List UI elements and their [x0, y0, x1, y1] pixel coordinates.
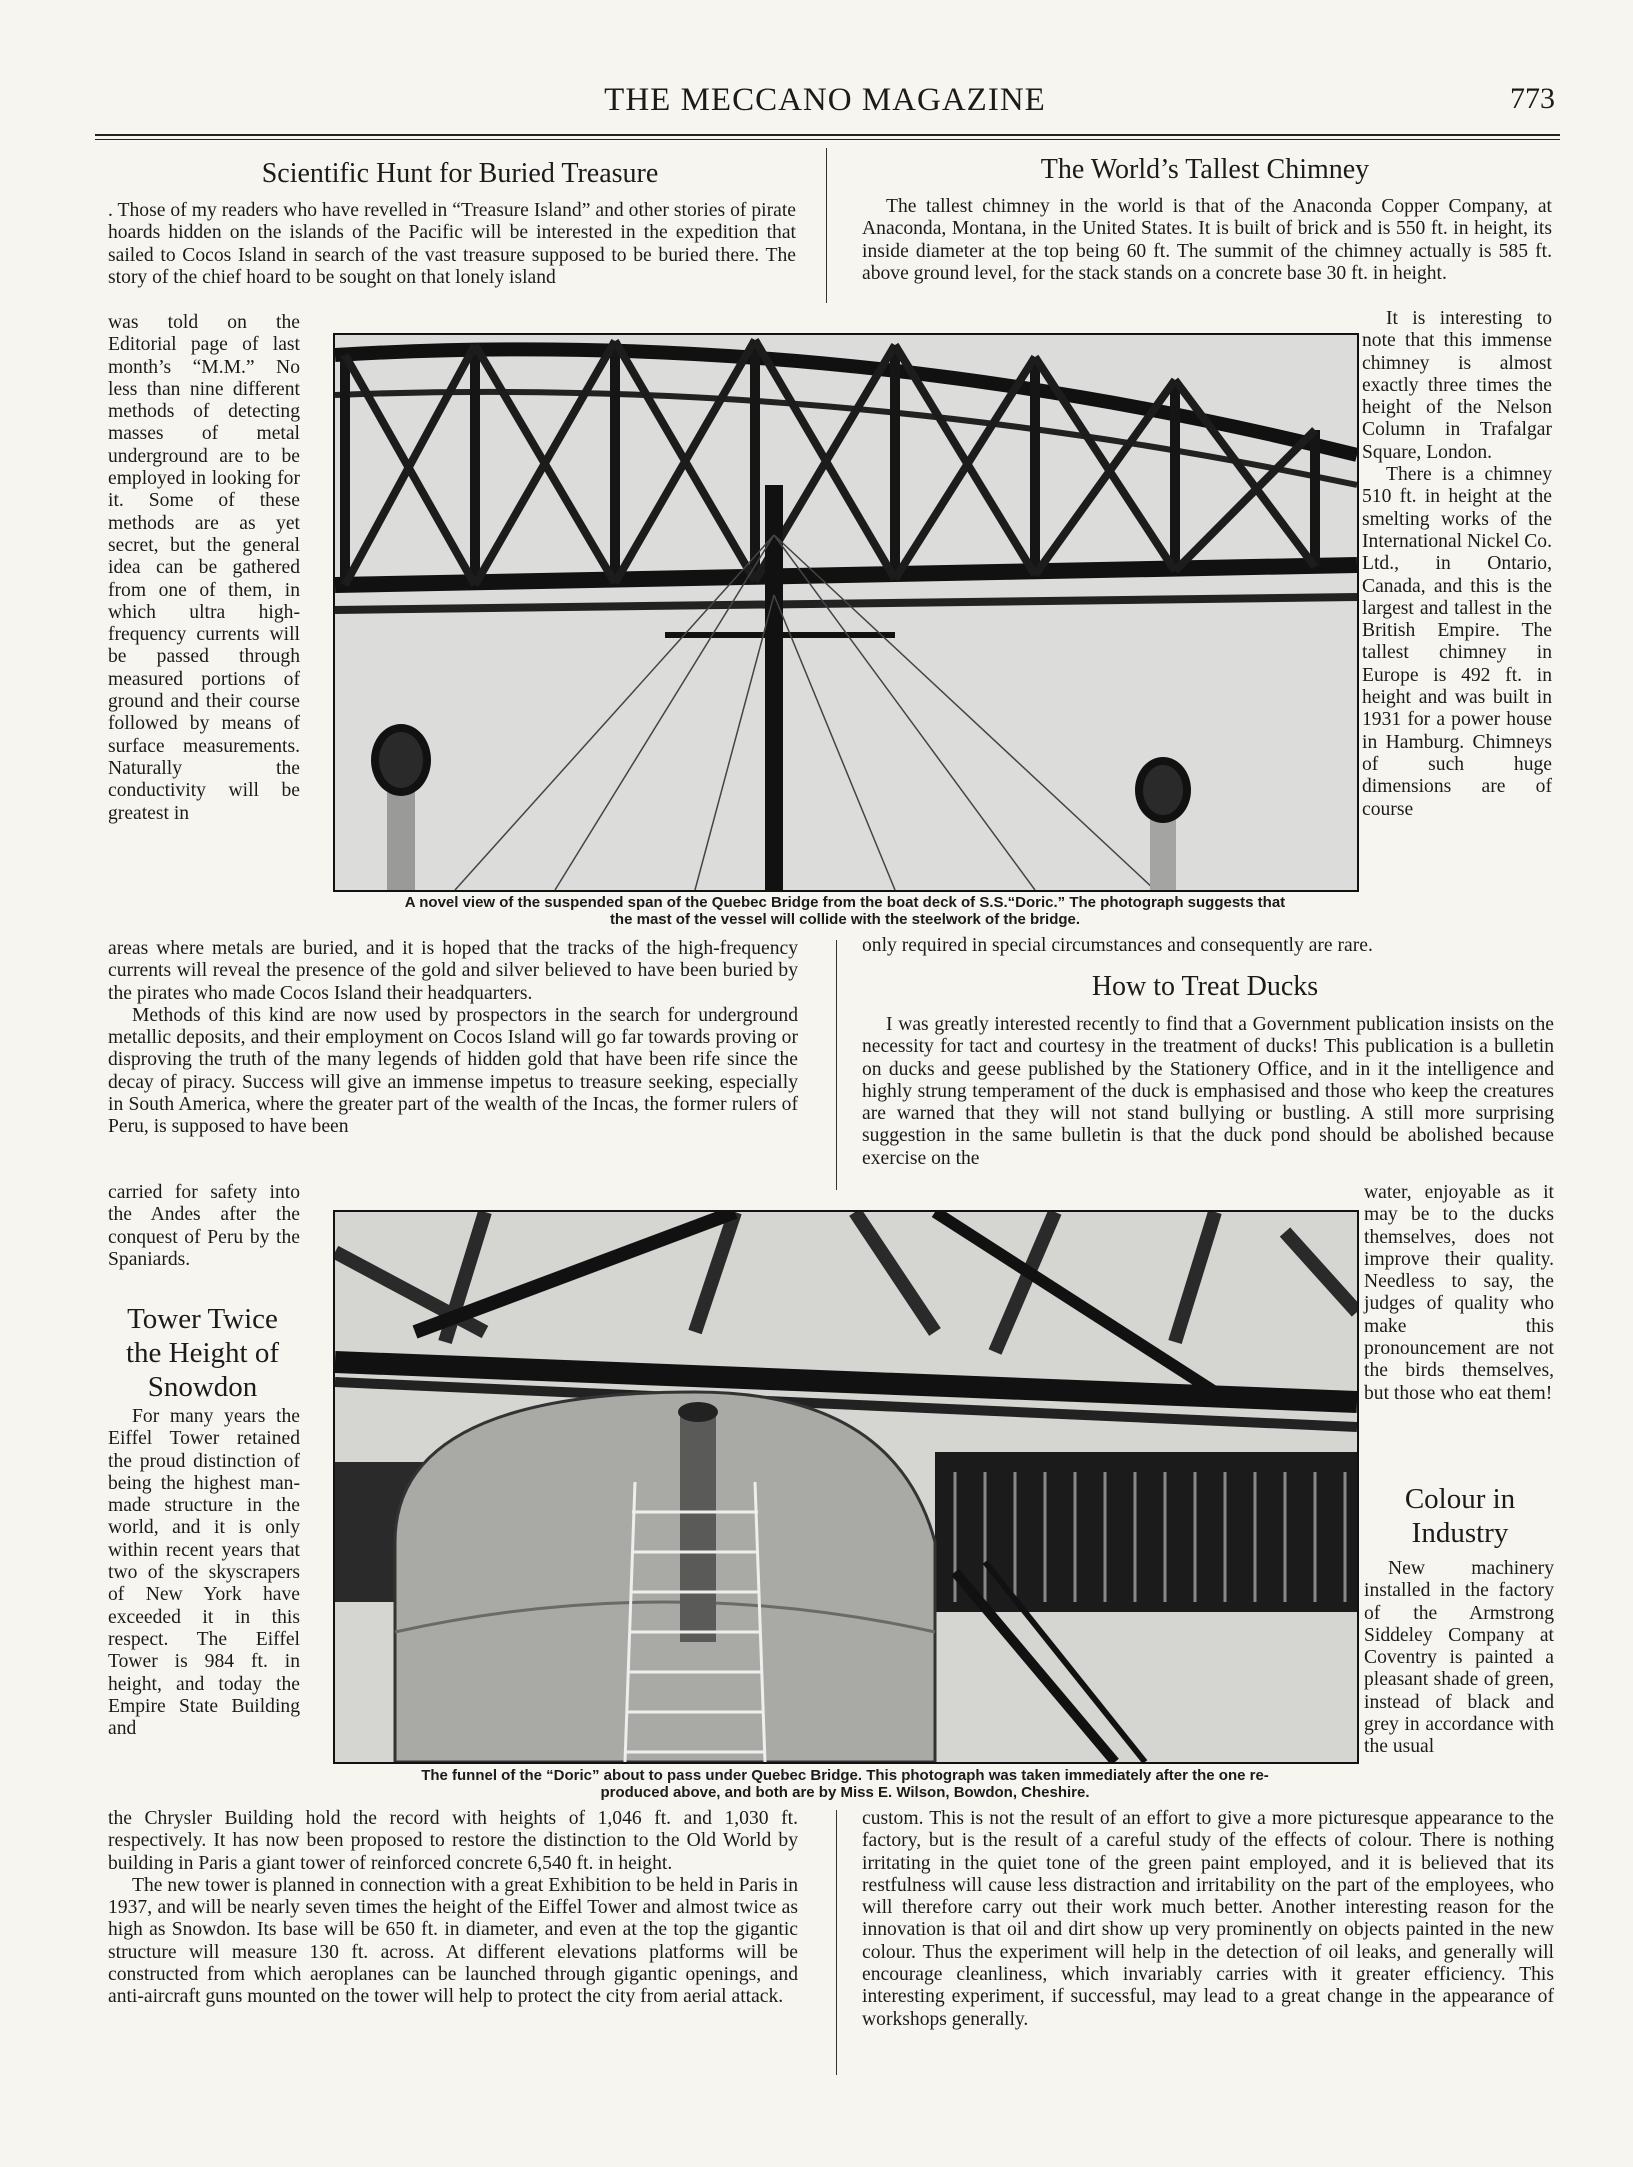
- chimney-top-paragraph: [862, 196, 1552, 285]
- chimney-wide-text: only required in special circumstances and consequently are rare.: [862, 935, 1373, 956]
- colour-wide-text: custom. This is not the result of an effort to give a more picturesque appearance to the factory, but is the result of a careful study of the effects of colour. There is nothing irritating in the quiet tone of the green paint employed, and it is believed that its restfulness will cause less distraction and irritability on the part of the employees, who will therefore carry out their work much better. Another interesting reason for the innovation is that oil and dirt show up very prominently on objects painted in the new colour. Thus the experiment will help in the detection of oil leaks, and generally will encourage cleanliness, which invariably carries with it greater efficiency. This interesting experiment, if successful, may lead to a great change in the appearance of workshops generally.: [862, 1808, 1554, 2030]
- treasure-narrow-text: was told on the Editorial page of last month’s “M.M.” No less than nine different methods of detecting masses of metal underground are to be employed in looking for it. Some of these methods are as yet secret, but the general idea can be gathered from one of them, in which ultra high-frequency currents will be passed through measured portions of ground and their course followed by means of surface measurements. Naturally the conductivity will be greatest in: [108, 312, 300, 824]
- ducks-heading: How to Treat Ducks: [1091, 971, 1319, 1002]
- bridge-span-caption-line-1: A novel view of the suspended span of the Quebec Bridge from the boat deck of S.S.“Doric.” The photograph suggests that: [404, 894, 1286, 911]
- chimney-heading: The World’s Tallest Chimney: [1040, 154, 1370, 185]
- ducks-narrow-text: water, enjoyable as it may be to the ducks themselves, does not improve their quality. Needless to say, the judges of quality who make this pronouncement are not the birds themselves, but those who eat them!: [1364, 1182, 1554, 1404]
- ducks-wide-text: I was greatly interested recently to find that a Government publication insists on the necessity for tact and courtesy in the treatment of ducks! This publication is a bulletin on ducks and geese published by the Stationery Office, and in it the intelligence and highly strung temperament of the duck is emphasised and those who keep the creatures are warned that they will not stand bullying or bustling. A still more surprising suggestion in the same bulletin is that the duck pond should be abolished because exercise on the: [862, 1014, 1554, 1169]
- chimney-narrow-text-2: There is a chimney 510 ft. in height at the smelting works of the International Nickel Co. Ltd., in Ontario, Canada, and this is the largest and tallest in the British Empire. The tallest chimney in Europe is 492 ft. in height and was built in 1931 for a power house in Hamburg. Chimneys of such huge dimensions are of course: [1362, 464, 1552, 820]
- treasure-wide-text-1: areas where metals are buried, and it is hoped that the tracks of the high-frequency currents will reveal the presence of the gold and silver believed to have been buried by the pirates who made Cocos Island their headquarters.: [108, 938, 798, 1004]
- tower-wide-column: [108, 1808, 798, 2009]
- treasure-wide-column: [108, 938, 798, 1139]
- chimney-wide-column: [862, 935, 1554, 957]
- colour-narrow-text: New machinery installed in the factory of the Armstrong Siddeley Company at Coventry is painted a pleasant shade of green, instead of black and grey in accordance with the usual: [1364, 1558, 1554, 1758]
- ducks-wide-column: [862, 1014, 1554, 1170]
- chimney-narrow-column: [1362, 308, 1552, 821]
- column-divider-top: [826, 148, 827, 303]
- bridge-span-illustration: [335, 335, 1357, 890]
- colour-narrow-column: [1364, 1558, 1554, 1759]
- colour-heading: [1360, 1482, 1560, 1550]
- header-rule: [95, 134, 1560, 136]
- magazine-title: THE MECCANO MAGAZINE: [604, 82, 1046, 118]
- bridge-span-photo: [333, 333, 1359, 892]
- tower-heading-line-3: Snowdon: [147, 1371, 258, 1403]
- page-number: 773: [1510, 82, 1555, 115]
- treasure-narrow-column: [108, 312, 300, 825]
- treasure-top-paragraph: [108, 200, 796, 289]
- tower-narrow-text: For many years the Eiffel Tower retained the proud distinction of being the highest man-made structure in the world, and it is only within recent years that two of the skyscrapers of New York have exceeded it in this respect. The Eiffel Tower is 984 ft. in height, and today the Empire State Building and: [108, 1406, 300, 1740]
- funnel-caption-line-2: produced above, and both are by Miss E. Wilson, Bowdon, Cheshire.: [600, 1784, 1090, 1801]
- chimney-narrow-text-1: It is interesting to note that this immense chimney is almost exactly three times the height of the Nelson Column in Trafalgar Square, London.: [1362, 308, 1552, 463]
- tower-heading: [100, 1302, 305, 1404]
- tower-wide-text-2: The new tower is planned in connection with a great Exhibition to be held in Paris in 1937, and will be nearly seven times the height of the Eiffel Tower and almost twice as high as Snowdon. Its base will be 650 ft. in diameter, and even at the top the gigantic structure will measure 130 ft. across. At different elevations platforms will be constructed from which aeroplanes can be launched through gigantic openings, and anti-aircraft guns mounted on the tower will help to protect the city from aerial attack.: [108, 1874, 798, 2008]
- column-divider-bottom: [836, 1810, 837, 2075]
- colour-heading-line-2: Industry: [1411, 1517, 1509, 1549]
- treasure-heading: Scientific Hunt for Buried Treasure: [261, 158, 659, 189]
- ducks-narrow-column: [1364, 1182, 1554, 1405]
- treasure-wide-text-2: Methods of this kind are now used by prospectors in the search for underground metallic deposits, and their employment on Cocos Island will go far towards proving or disproving the truth of the many legends of hidden gold that have been rife since the decay of piracy. Success will give an immense impetus to treasure seeking, especially in South America, where the greater part of the wealth of the Incas, the former rulers of Peru, is supposed to have been: [108, 1004, 798, 1138]
- treasure-narrow-text-2: carried for safety into the Andes after the conquest of Peru by the Spaniards.: [108, 1182, 300, 1270]
- funnel-illustration: [335, 1212, 1357, 1762]
- funnel-photo: [333, 1210, 1359, 1764]
- chimney-top-text: The tallest chimney in the world is that of the Anaconda Copper Company, at Anaconda, Montana, in the United States. It is built of brick and is 550 ft. in height, its inside diameter at the top being 60 ft. The summit of the chimney actually is 585 ft. above ground level, for the stack stands on a concrete base 30 ft. in height.: [862, 196, 1552, 284]
- treasure-top-text: . Those of my readers who have revelled in “Treasure Island” and other stories of pirate hoards hidden on the islands of the Pacific will be interested in the expedition that sailed to Cocos Island in search of the vast treasure supposed to be buried there. The story of the chief hoard to be sought on that lonely island: [108, 200, 796, 288]
- tower-heading-line-1: Tower Twice: [127, 1303, 278, 1335]
- tower-heading-line-2: the Height of: [125, 1337, 279, 1369]
- bridge-span-caption: [330, 894, 1360, 928]
- treasure-narrow-column-2: [108, 1182, 300, 1271]
- tower-narrow-column: [108, 1406, 300, 1740]
- page-header: [95, 82, 1555, 124]
- funnel-caption: [330, 1767, 1360, 1801]
- column-divider-middle: [836, 940, 837, 1190]
- colour-wide-column: [862, 1808, 1554, 2031]
- colour-heading-line-1: Colour in: [1404, 1483, 1516, 1515]
- tower-wide-text-1: the Chrysler Building hold the record with heights of 1,046 ft. and 1,030 ft. respectively. It has now been proposed to restore the distinction to the Old World by building in Paris a giant tower of reinforced concrete 6,540 ft. in height.: [108, 1808, 798, 1874]
- funnel-caption-line-1: The funnel of the “Doric” about to pass under Quebec Bridge. This photograph was taken immediately after the one re-: [421, 1767, 1269, 1784]
- bridge-span-caption-line-2: the mast of the vessel will collide with the steelwork of the bridge.: [609, 911, 1081, 928]
- header-rule-thin: [95, 139, 1560, 140]
